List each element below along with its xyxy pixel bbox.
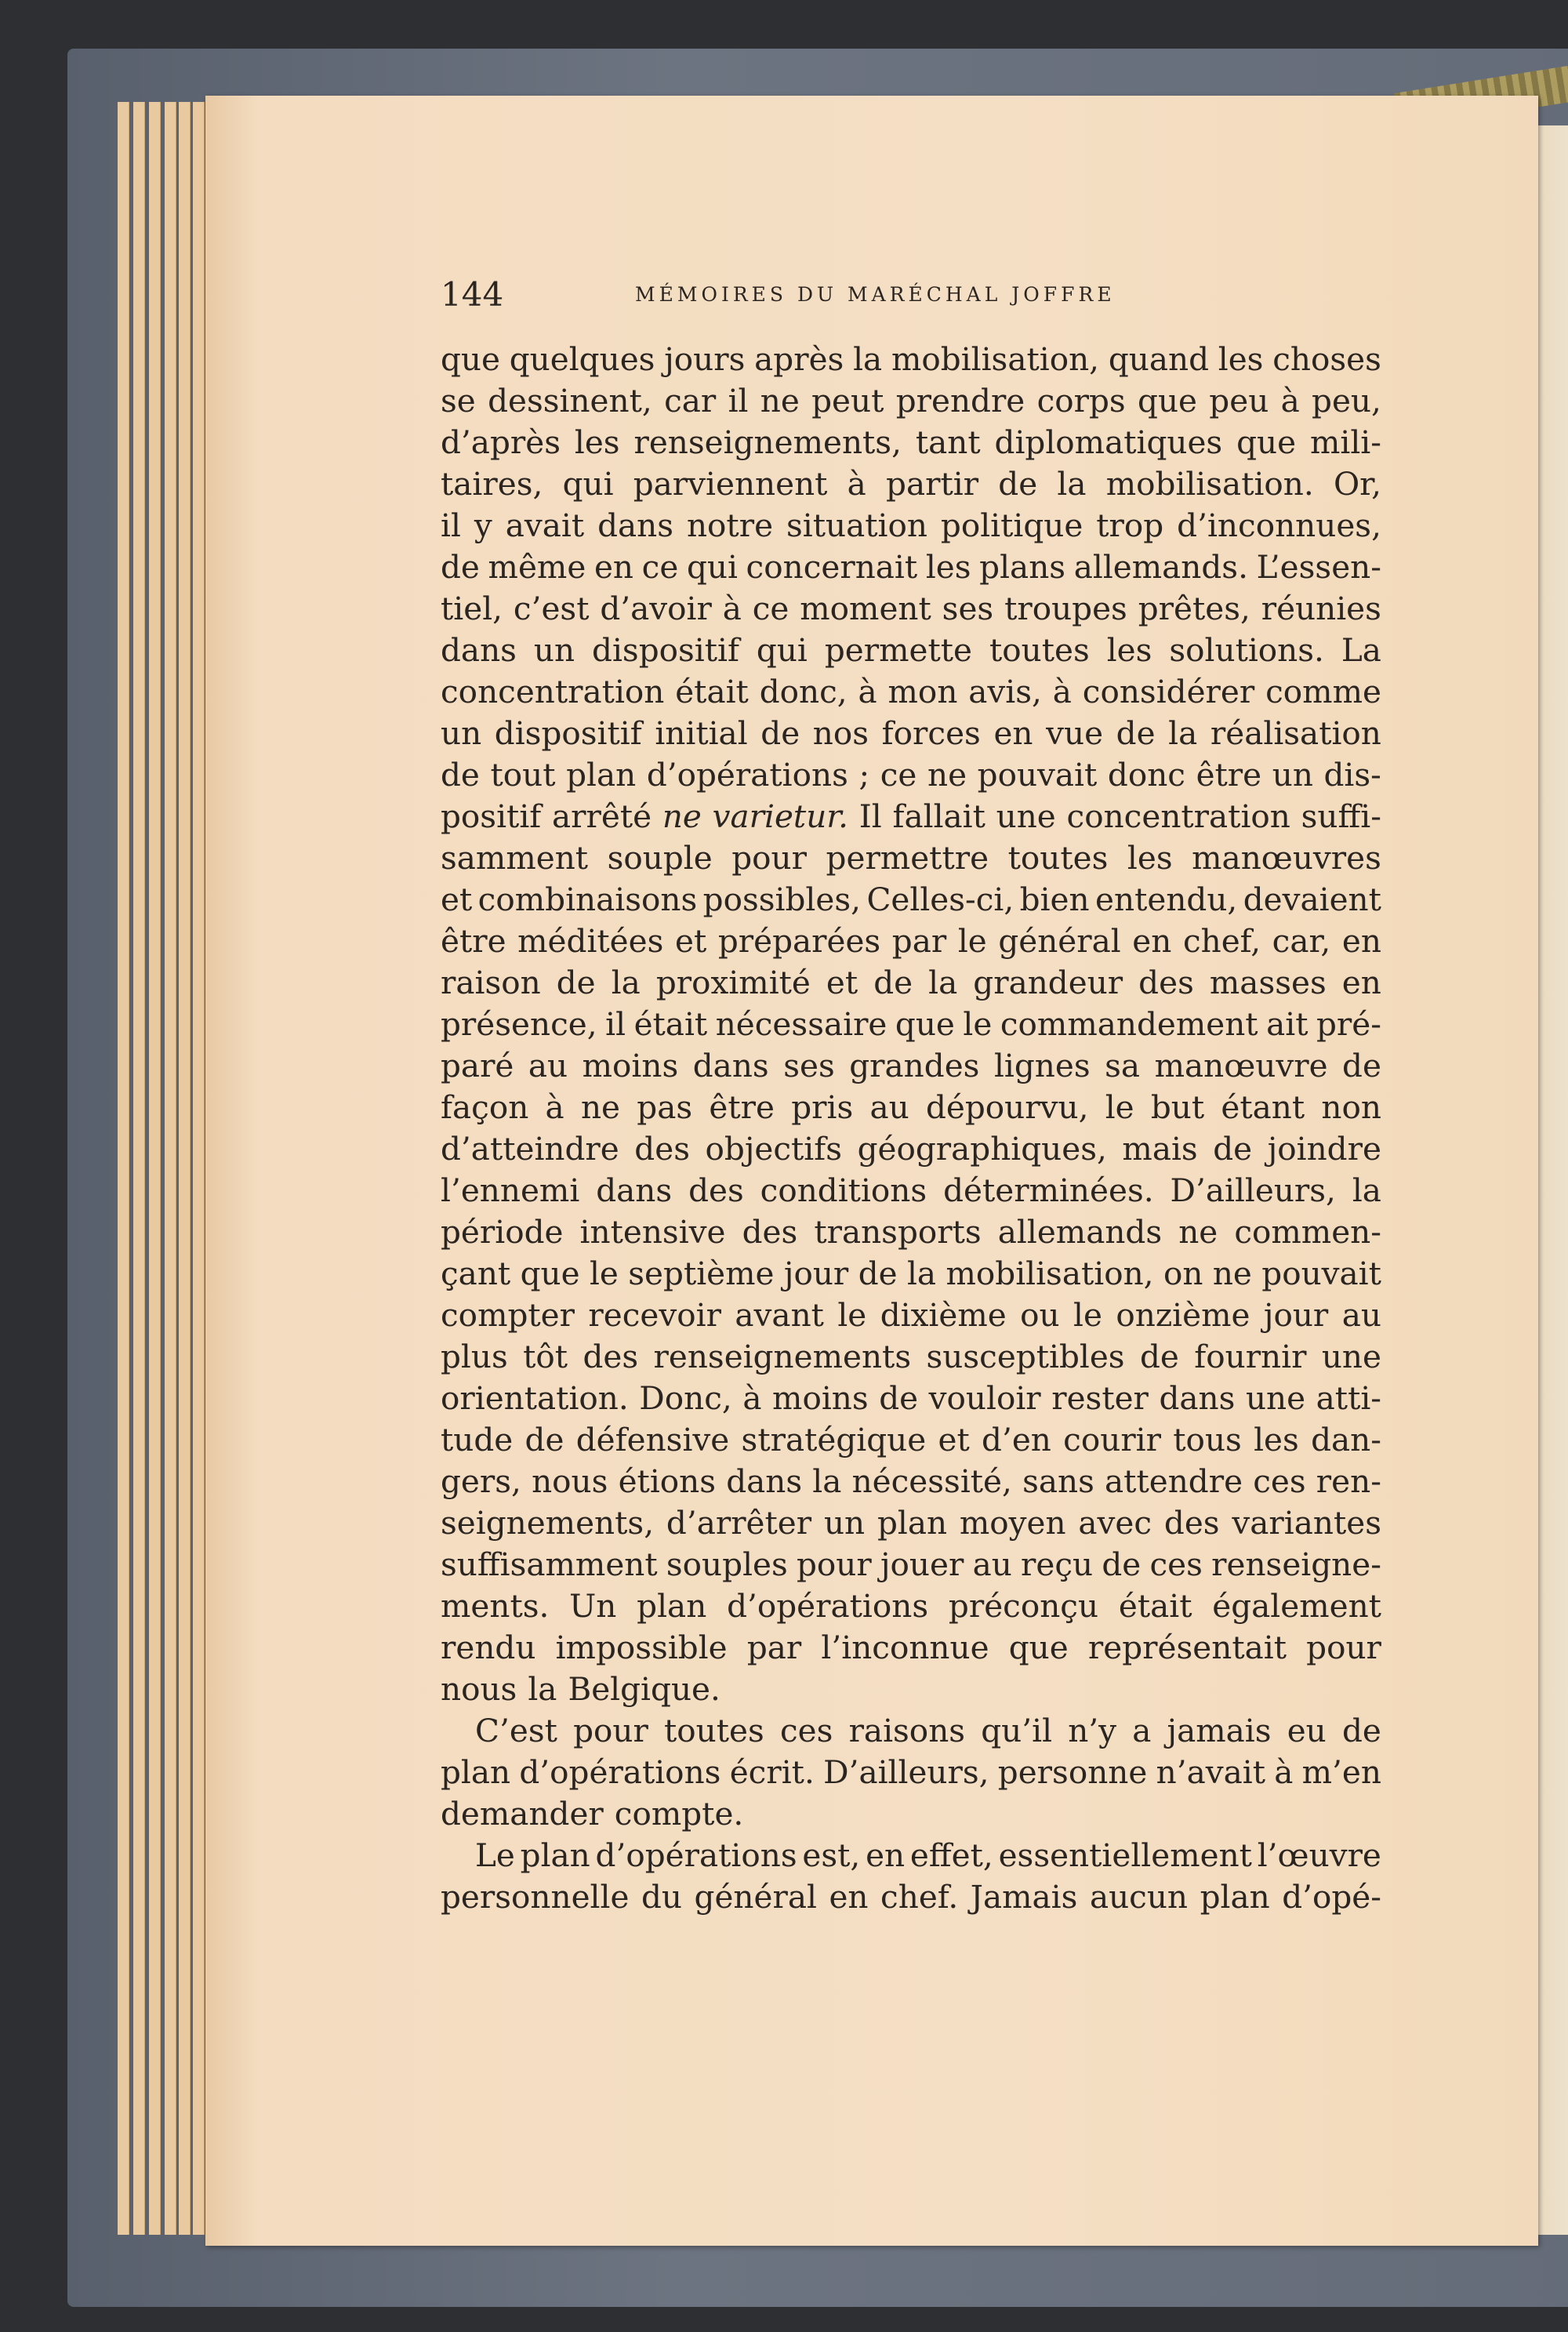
text-line: dans un dispositif qui permette toutes les solutions. La	[441, 631, 1381, 669]
text-line: compter recevoir avant le dixième ou le onzième jour au	[441, 1296, 1381, 1334]
text-line: raison de la proximité et de la grandeur des masses en	[441, 964, 1381, 1001]
text-line: il y avait dans notre situation politique trop d’inconnues,	[441, 507, 1381, 544]
text-line: nous la Belgique.	[441, 1670, 720, 1708]
text-line: de tout plan d’opérations ; ce ne pouvait donc être un dis-	[441, 756, 1381, 794]
text-line: se dessinent, car il ne peut prendre corps que peu à peu,	[441, 382, 1381, 420]
text-line: C’est pour toutes ces raisons qu’il n’y a jamais eu de	[475, 1712, 1381, 1749]
text-line: façon à ne pas être pris au dépourvu, le but étant non	[441, 1088, 1381, 1126]
text-line: tude de défensive stratégique et d’en courir tous les dan-	[441, 1421, 1381, 1458]
page-edge	[133, 102, 145, 2235]
text-line: positif arrêté ne varietur. Il fallait une concentration suffi-	[441, 797, 1381, 835]
text-line: l’ennemi dans des conditions déterminées. D’ailleurs, la	[441, 1171, 1381, 1209]
text-line: rendu impossible par l’inconnue que représentait pour	[441, 1629, 1381, 1666]
body-text	[441, 339, 1381, 1918]
text-line: de même en ce qui concernait les plans allemands. L’essen-	[441, 548, 1381, 586]
text-line: demander compte.	[441, 1795, 744, 1833]
text-line: ments. Un plan d’opérations préconçu était également	[441, 1587, 1381, 1625]
text-line: Le plan d’opérations est, en effet, essentiellement l’œuvre	[475, 1836, 1381, 1874]
text-line: orientation. Donc, à moins de vouloir rester dans une atti-	[441, 1379, 1381, 1417]
text-line: seignements, d’arrêter un plan moyen avec des variantes	[441, 1504, 1381, 1542]
text-line: un dispositif initial de nos forces en vue de la réalisation	[441, 714, 1381, 752]
page-number: 144	[441, 275, 504, 314]
text-line: période intensive des transports allemands ne commen-	[441, 1213, 1381, 1251]
page-edge	[149, 102, 161, 2235]
text-line: être méditées et préparées par le général en chef, car, en	[441, 922, 1381, 960]
page-edge	[165, 102, 176, 2235]
text-line: d’après les renseignements, tant diplomatiques que mili-	[441, 423, 1381, 461]
text-line: concentration était donc, à mon avis, à considérer comme	[441, 673, 1381, 710]
text-line: et combinaisons possibles, Celles-ci, bien entendu, devaient	[441, 881, 1381, 918]
text-line: taires, qui parviennent à partir de la mobilisation. Or,	[441, 465, 1381, 503]
text-line: paré au moins dans ses grandes lignes sa manœuvre de	[441, 1047, 1381, 1084]
running-head	[441, 271, 1397, 318]
text-line: plan d’opérations écrit. D’ailleurs, personne n’avait à m’en	[441, 1753, 1381, 1791]
running-head-title: MÉMOIRES DU MARÉCHAL JOFFRE	[635, 283, 1116, 306]
text-line: que quelques jours après la mobilisation, quand les choses	[441, 340, 1381, 378]
text-line: plus tôt des renseignements susceptibles de fournir une	[441, 1338, 1381, 1375]
text-line: samment souple pour permettre toutes les manœuvres	[441, 839, 1381, 877]
page-edge	[179, 102, 191, 2235]
page-edge	[193, 102, 205, 2235]
text-line: çant que le septième jour de la mobilisation, on ne pouvait	[441, 1255, 1381, 1292]
text-line: personnelle du général en chef. Jamais aucun plan d’opé-	[441, 1878, 1381, 1916]
page-edge	[118, 102, 129, 2235]
text-line: suffisamment souples pour jouer au reçu de ces renseigne-	[441, 1546, 1381, 1583]
text-line: gers, nous étions dans la nécessité, sans attendre ces ren-	[441, 1462, 1381, 1500]
text-line: d’atteindre des objectifs géographiques, mais de joindre	[441, 1130, 1381, 1168]
text-line: présence, il était nécessaire que le commandement ait pré-	[441, 1005, 1381, 1043]
text-line: tiel, c’est d’avoir à ce moment ses troupes prêtes, réunies	[441, 590, 1381, 627]
